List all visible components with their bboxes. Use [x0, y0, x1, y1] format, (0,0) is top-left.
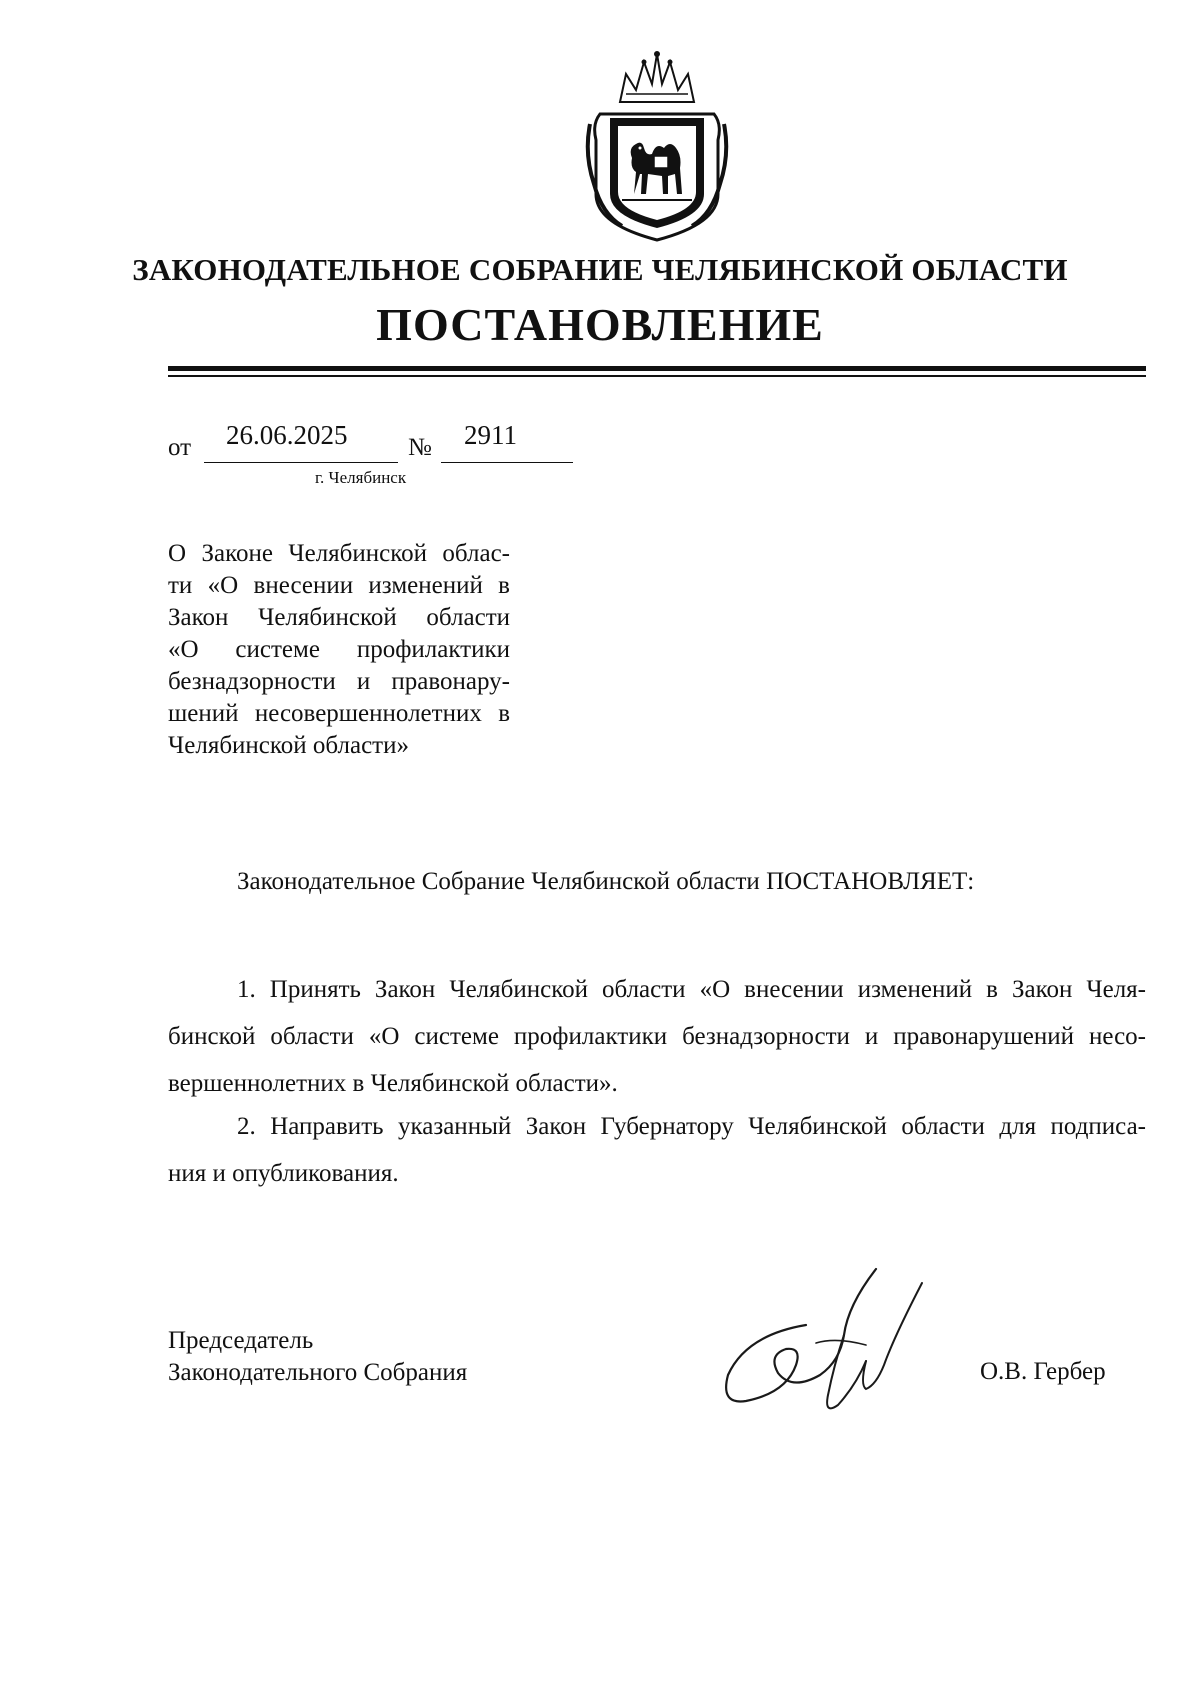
paragraph-line: вершеннолетних в Челябинской области».: [168, 1070, 618, 1097]
paragraph-line: ния и опубликования.: [168, 1160, 399, 1187]
date-prefix: от: [168, 434, 192, 461]
signer-name: О.В. Гербер: [980, 1358, 1106, 1385]
subject-line: Закон Челябинской области: [168, 604, 510, 631]
document-type-title: ПОСТАНОВЛЕНИЕ: [376, 299, 824, 350]
header-rule-thin: [168, 375, 1146, 377]
subject-line: безнадзорности и правонару-: [168, 668, 510, 695]
paragraph-line: бинской области «О системе профилактики безнадзорности и правонарушений несо-: [168, 1023, 1146, 1050]
document-date: 26.06.2025: [226, 420, 348, 450]
organization-name: ЗАКОНОДАТЕЛЬНОЕ СОБРАНИЕ ЧЕЛЯБИНСКОЙ ОБЛАСТИ: [132, 252, 1068, 287]
signer-title-line: Законодательного Собрания: [168, 1359, 468, 1386]
resolves-statement: Законодательное Собрание Челябинской области ПОСТАНОВЛЯЕТ:: [237, 868, 975, 895]
subject-line: Челябинской области»: [168, 732, 409, 759]
header-rule-thick: [168, 366, 1146, 371]
date-underline: [204, 462, 398, 463]
subject-line: ти «О внесении изменений в: [168, 572, 510, 599]
subject-line: О Законе Челябинской облас-: [168, 540, 510, 567]
subject-line: «О системе профилактики: [168, 636, 510, 663]
resolution-item-2: [168, 1103, 1146, 1197]
number-sign: №: [408, 434, 432, 461]
subject-line: шений несовершеннолетних в: [168, 700, 510, 727]
number-underline: [441, 462, 573, 463]
signer-title-line: Председатель: [168, 1327, 314, 1354]
signer-position: [168, 1325, 467, 1389]
city-label: г. Челябинск: [315, 468, 407, 487]
handwritten-signature-icon: [716, 1265, 956, 1425]
document-meta-row: [168, 420, 588, 460]
paragraph-line: 2. Направить указанный Закон Губернатору Челябинской области для подписа-: [237, 1113, 1146, 1140]
chelyabinsk-coat-of-arms-icon: [582, 44, 732, 242]
paragraph-line: 1. Принять Закон Челябинской области «О внесении изменений в Закон Челя-: [237, 976, 1146, 1003]
document-number: 2911: [464, 420, 517, 450]
document-subject: [168, 538, 510, 762]
resolution-item-1: [168, 966, 1146, 1107]
